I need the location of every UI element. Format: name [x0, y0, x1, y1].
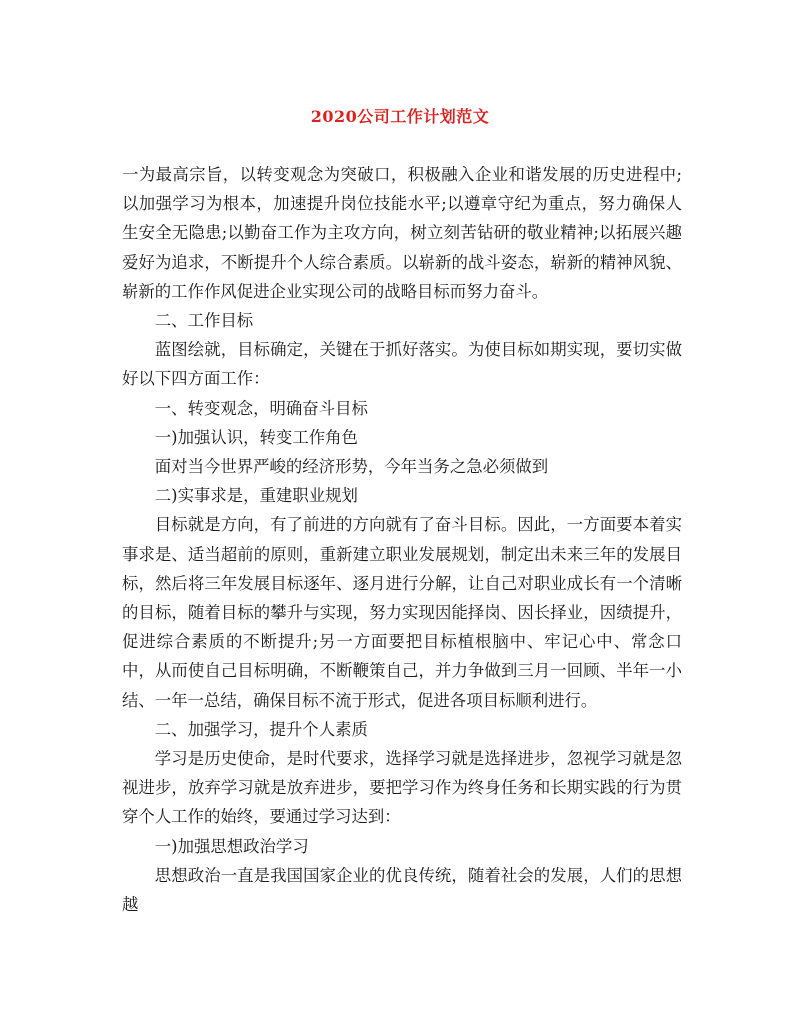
document-body: [122, 160, 682, 919]
paragraph-intro: 一为最高宗旨，以转变观念为突破口，积极融入企业和谐发展的历史进程中;以加强学习为根本，加速提升岗位技能水平;以遵章守纪为重点，努力确保人生安全无隐患;以勤奋工作为主攻方向，树立刻苦钻研的敬业精神;以拓展兴趣爱好为追求，不断提升个人综合素质。以崭新的战斗姿态，崭新的精神风貌、崭新的工作作风促进企业实现公司的战略目标而努力奋斗。: [122, 165, 682, 301]
subheading-political-study: 一)加强思想政治学习: [154, 836, 309, 856]
paragraph-political-tradition: 思想政治一直是我国国家企业的优良传统，随着社会的发展，人们的思想越: [122, 865, 682, 915]
subheading-strengthen-awareness: 一)加强认识，转变工作角色: [154, 427, 358, 447]
paragraph-economic-situation: 面对当今世界严峻的经济形势，今年当务之急必须做到: [154, 457, 549, 477]
paragraph-blueprint: 蓝图绘就，目标确定，关键在于抓好落实。为使目标如期实现，要切实做好以下四方面工作：: [122, 340, 682, 389]
heading-change-concepts: 一、转变观念，明确奋斗目标: [154, 398, 368, 418]
paragraph-learning-mission: 学习是历史使命，是时代要求，选择学习就是选择进步，忽视学习就是忽视进步，放弃学习就是放弃进步，要把学习作为终身任务和长期实践的行为贯穿个人工作的始终，要通过学习达到：: [122, 749, 682, 827]
heading-work-goals: 二、工作目标: [154, 311, 254, 331]
paragraph-goal-direction: 目标就是方向，有了前进的方向就有了奋斗目标。因此，一方面要本着实事求是、适当超前的原则，重新建立职业发展规划，制定出未来三年的发展目标，然后将三年发展目标逐年、逐月进行分解，让自己对职业成长有一个清晰的目标，随着目标的攀升与实现，努力实现因能择岗、因长择业，因绩提升，促进综合素质的不断提升;另一方面要把目标植根脑中、牢记心中、常念口中，从而使自己目标明确，不断鞭策自己，并力争做到三月一回顾、半年一小结、一年一总结，确保目标不流于形式，促进各项目标顺利进行。: [122, 515, 682, 710]
document-title: 2020公司工作计划范文: [310, 107, 490, 126]
heading-strengthen-learning: 二、加强学习，提升个人素质: [154, 719, 368, 739]
subheading-career-planning: 二)实事求是，重建职业规划: [154, 486, 358, 506]
